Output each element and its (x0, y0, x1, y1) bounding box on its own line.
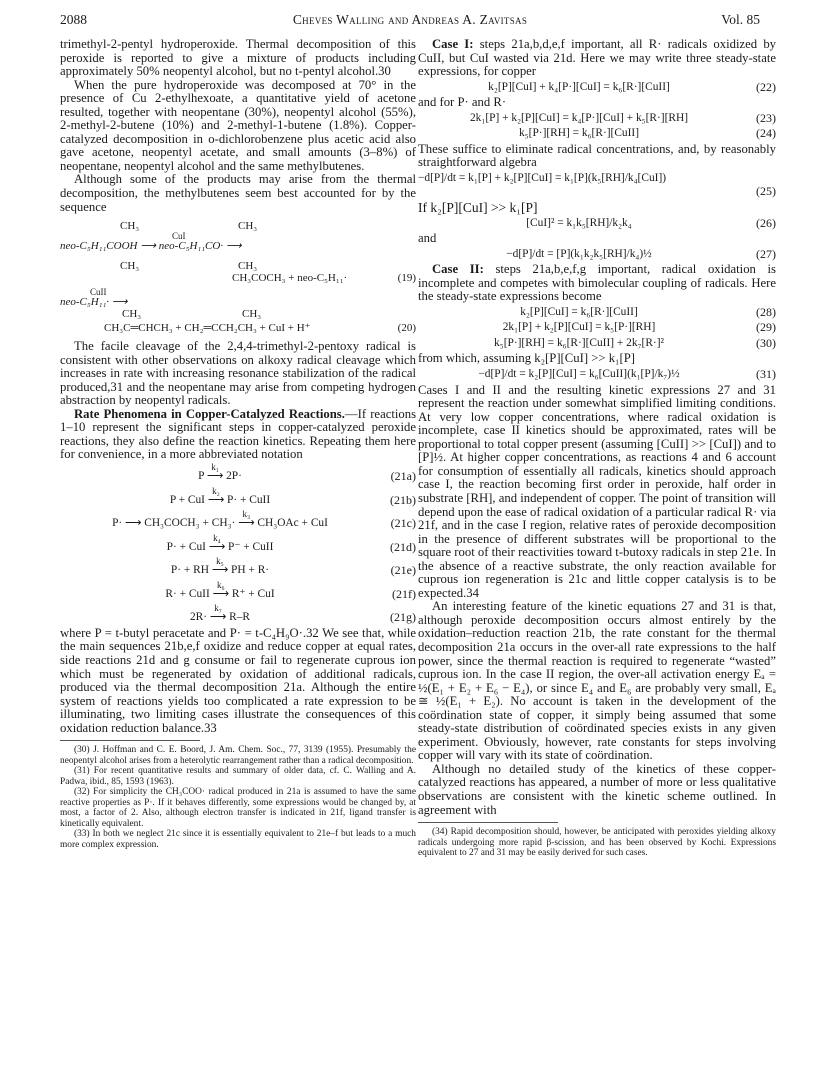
case-heading: Case II: (432, 262, 484, 277)
case-heading: Case I: (432, 37, 474, 51)
footnote: (30) J. Hoffman and C. E. Boord, J. Am. Chem. Soc., 77, 3139 (1955). Presumably the neopentyl alcohol arises from a heterolytic rearrangement rather than a radical decomposition. (60, 745, 416, 766)
equation-30: k₅[P·][RH] = k₆[R·][CuII] + 2k₇[R·]² (30) (494, 335, 776, 350)
left-column (60, 38, 416, 850)
right-column (418, 38, 776, 859)
paragraph: Rate Phenomena in Copper-Catalyzed Reactions.—If reactions 1–10 represent the significant steps in copper-catalyzed peroxide reactions, they also define the reaction kinetics. Repeating them here for convenience, in a more abbreviated notation (60, 406, 417, 462)
footnote: (34) Rapid decomposition should, however, be anticipated with peroxides yielding alkoxy radicals undergoing more rapid β-scission, and has been observed by Kochi. Expressions equivalent to 27 and 31 may be easily derived for such cases. (418, 827, 776, 859)
equation-25: −d[P]/dt = k₁[P] + k₂[P][CuI] = k₁[P](k₅[RH]/k₄[CuI]) (25) (418, 171, 776, 199)
equation-27: −d[P]/dt = [P](k₁k₂k₅[RH]/k₄)½ (27) (506, 246, 776, 261)
equation-28: k₂[P][CuI] = k₆[R·][CuII] (28) (520, 304, 776, 319)
equation-number: (20) (397, 322, 416, 335)
paragraph: where P = t-butyl peracetate and P· = t-C₄H₉O·.32 We see that, while the main sequences 21b,e,f oxidize and reduce copper at equal rates, side reactions 21d and g consume or fail to regenerate cuprous ion which must be regenerated by oxidation of additional radicals, produced via the thermal decomposition 21a. Although the entire system of reactions yields too complicated a rate expression to be illuminating, two limiting cases illustrate the consequences of this oxidation reduction balance.33 (60, 625, 416, 735)
footnote: (31) For recent quantitative results and summary of older data, cf. C. Walling and A. Padwa, ibid., 85, 1593 (1963). (60, 766, 416, 787)
reaction-21e: P· + RH ⟶ k₅ PH + R· (21e) (170, 556, 416, 578)
scheme-label: CH₃ (238, 220, 258, 233)
paragraph: Case II: steps 21a,b,e,f,g important, radical oxidation is incomplete and competes with bimolecular coupling of radicals. Here the steady-state expressions become (418, 262, 776, 304)
paragraph: If k₂[P][CuI] >> k₁[P] (418, 200, 538, 216)
footnote-rule (60, 740, 200, 741)
reaction-21g: 2R· ⟶ k₇ R–R (21g) (189, 603, 416, 625)
scheme-label: CH₃ (242, 308, 262, 321)
equation-31: −d[P]/dt = k₂[P][CuI] = k₆[CuII](k₁[P]/k₇)½ (31) (478, 367, 776, 382)
footnote: (32) For simplicity the CH₃COO· radical produced in 21a is assumed to have the same reactive properties as P·. If it behaves differently, some expressions would be changed by, at most, a factor of 2. Also, although electron transfer is indicated in 21f, ligand transfer is kinetically equivalent. (60, 787, 416, 829)
reaction-scheme-19-20 (60, 218, 416, 336)
equation-23: 2k₁[P] + k₂[P][CuI] = k₄[P·][CuI] + k₅[R·][RH] (23) (469, 110, 776, 125)
paragraph: Cases I and II and the resulting kinetic expressions 27 and 31 represent the reaction under somewhat simplified limiting conditions. At very low copper concentrations, where radical oxidation is incomplete, case II kinetics should be approximated, rates will be proportional to total copper present (assuming [CuII] >> [CuI]) and to [P]½. At higher copper concentrations, as reactions 4 and 6 account for consumption of essentially all radicals, kinetics should approach case I, the reaction becoming first order in peroxide, half order in substrate [RH], and independent of copper. The point of transition will depend upon the ease of radical oxidation of a particular radical R· via 21f, and in the case I region, relative rates of peroxide decomposition in the presence of different substrates will be proportional to the square root of their reactivities toward t-butoxy radicals in step 21e. In the absence of a reactive substrate, the only reaction available for cuprous ion regeneration is 21c and little copper catalysis is to be expected.34 (418, 382, 776, 600)
reaction-21f: R· + CuII ⟶ k₆ R⁺ + CuI (21f) (165, 579, 416, 601)
reaction-21b: P + CuI ⟶ k₂ P· + CuII (21b) (169, 485, 416, 507)
equation-22: k₂[P][CuI] + k₄[P·][CuI] = k₆[R·][CuII] (22) (488, 79, 776, 94)
footnote-rule (418, 822, 558, 823)
paragraph: When the pure hydroperoxide was decomposed at 70° in the presence of Cu 2-ethylhexoate, a quantitative yield of acetone resulted, together with neopentane (30%), neopentyl alcohol (55%), 2-methyl-2-butene (10%) and 2-methyl-1-butene (1.8%). Copper-catalyzed decomposition in o-dichlorobenzene plus acetic acid also gave acetone, neopentyl acetate, and small amounts (3–8%) of neopentane, neopentyl alcohol and the same methylbutenes. (60, 77, 416, 173)
footnote: (33) In both we neglect 21c since it is essentially equivalent to 21e–f but leads to a much more complex expression. (60, 829, 416, 850)
reaction-21a: P ⟶ k₁ 2P· (21a) (198, 462, 416, 484)
reaction-list (60, 462, 416, 625)
scheme-label: CH₃ (238, 260, 258, 273)
page-number: 2088 (60, 12, 87, 27)
volume-label: Vol. 85 (721, 12, 760, 27)
equation-number: (19) (397, 272, 416, 285)
scheme-label: CuII (90, 287, 107, 298)
reaction-21c: P· ⟶ CH₃COCH₃ + CH₃· ⟶ k₃ CH₃OAc + CuI (21c) (112, 509, 416, 531)
scheme-label: CH₃ (120, 260, 140, 273)
reaction-21d: P· + CuI ⟶ k₄ P⁻ + CuII (21d) (166, 532, 416, 554)
header-authors: Cheves Walling and Andreas A. Zavitsas (292, 12, 528, 27)
paragraph: The facile cleavage of the 2,4,4-trimethyl-2-pentoxy radical is consistent with other observations on alkoxy radical cleavage which increases in rate with increasing resonance stabilization of the radical produced,31 and the neopentane may arise from competing hydrogen abstraction by neopentyl radicals. (60, 339, 416, 408)
scheme-line: CH₃COCH₃ + neo-C₅H₁₁· (232, 272, 348, 285)
running-header (60, 12, 760, 34)
paragraph: and (418, 231, 437, 246)
equation-26: [CuI]² = k₁k₅[RH]/k₂k₄ (26) (526, 215, 776, 230)
paragraph: and for P· and R· (418, 95, 507, 110)
paragraph: from which, assuming k₂[P][CuI] >> k₁[P] (418, 351, 635, 366)
paragraph: Case I: steps 21a,b,d,e,f important, all R· radicals oxidized by CuII, but CuI wasted via 21d. Here we may write three steady-state expressions, for copper (418, 37, 777, 79)
paragraph: trimethyl-2-pentyl hydroperoxide. Thermal decomposition of this peroxide is reported to give a mixture of products including approximately 50% neopentyl alcohol, but no t-pentyl alcohol.30 (60, 37, 416, 79)
paragraph: An interesting feature of the kinetic equations 27 and 31 is that, although peroxide decomposition occurs almost entirely by the oxidation–reduction reaction 21b, the rate constant for the thermal decomposition 21a occurs in the over-all rate expressions to the half power, since the thermal reaction is required to regenerate “wasted” cuprous ion. In the case II region, the over-all activation energy Eₐ = ½(E₁ + E₂ + E₆ − E₄), or since E₄ and E₆ are probably very small, Eₐ ≅ ½(E₁ + E₂). No account is taken in the development of the coördination state of copper, it simply being assumed that some steady-state distribution of coördinated species exists in any given experiment. Obviously, however, rate constants for steps involving copper will vary with its state of coördination. (418, 599, 776, 763)
paragraph: These suffice to eliminate radical concentrations, and, by reasonably straightforward algebra (418, 141, 776, 170)
scheme-label: CH₃ (122, 308, 142, 321)
equation-29: 2k₁[P] + k₂[P][CuI] = k₅[P·][RH] (29) (502, 320, 776, 335)
paragraph: Although some of the products may arise from the thermal decomposition, the methylbutenes seem best accounted for by the sequence (60, 172, 416, 214)
scheme-label: CuI (172, 231, 186, 242)
scheme-line: neo-C₅H₁₁· ⟶ (60, 296, 128, 309)
equation-24: k₅[P·][RH] = k₆[R·][CuII] (24) (518, 126, 776, 141)
scheme-line: CH₃C═CHCH₃ + CH₂═CCH₂CH₃ + CuI + H⁺ (104, 322, 311, 335)
section-heading: Rate Phenomena in Copper-Catalyzed Reactions. (74, 406, 345, 421)
paragraph: Although no detailed study of the kinetics of these copper-catalyzed reactions has appeared, a number of more or less qualitative observations are consistent with the kinetic scheme outlined. In agreement with (418, 761, 776, 817)
scheme-label: CH₃ (120, 220, 140, 233)
scheme-line: neo-C₅H₁₁COOH ⟶ neo-C₅H₁₁CO· ⟶ (60, 240, 242, 253)
